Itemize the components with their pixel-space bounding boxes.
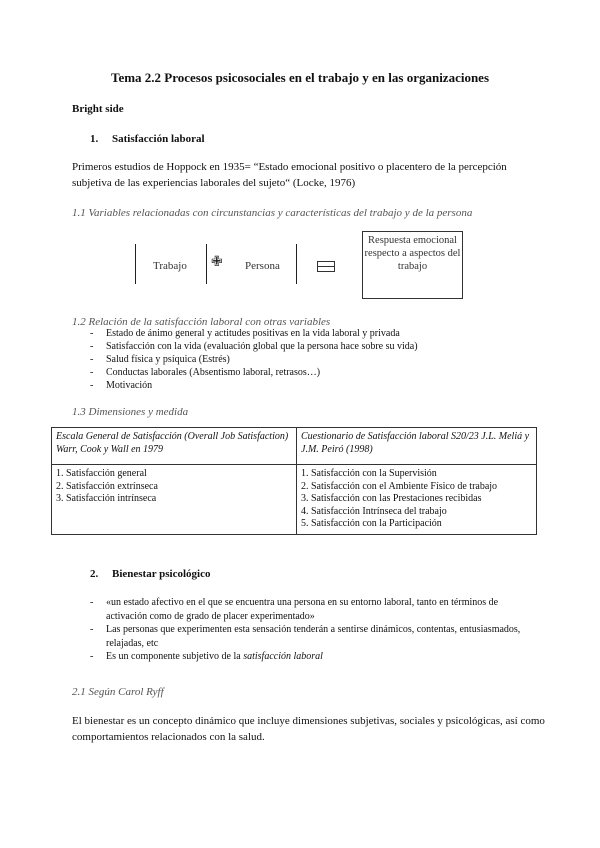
table-cell: 3. Satisfacción intrínseca: [56, 493, 157, 504]
section2-title: Bienestar psicológico: [112, 568, 211, 580]
table-right-body: [297, 465, 537, 535]
list-item-text: Es un componente subjetivo de la: [106, 651, 244, 662]
list-1-2: [72, 327, 552, 392]
subheading-1-3: 1.3 Dimensiones y medida: [72, 406, 189, 418]
list-item: - Salud física y psíquica (Estrés): [72, 353, 552, 366]
table-cell: 2. Satisfacción con el Ambiente Físico de trabajo: [301, 480, 498, 492]
list-2: [72, 596, 522, 664]
diagram-trabajo: Trabajo: [153, 260, 187, 272]
table-cell: 1. Satisfacción general: [56, 468, 147, 479]
table-cell: 4. Satisfacción Intrínseca del trabajo: [301, 505, 447, 517]
subheading-1-1: 1.1 Variables relacionadas con circunstancias y características del trabajo y de la persona: [72, 207, 473, 219]
section1-title: Satisfacción laboral: [112, 133, 205, 145]
plus-icon: ✙: [211, 254, 223, 270]
list-item: - Estado de ánimo general y actitudes positivas en la vida laboral y privada: [72, 327, 552, 340]
equals-icon: [317, 259, 335, 270]
subheading-2-1: 2.1 Según Carol Ryff: [72, 686, 164, 698]
page-title: Tema 2.2 Procesos psicosociales en el trabajo y en las organizaciones: [110, 70, 490, 85]
table-left-head: Escala General de Satisfacción (Overall Job Satisfaction) Warr, Cook y Wall en 1979: [52, 428, 297, 465]
list-item: - Motivación: [72, 379, 552, 392]
section2-heading: [90, 566, 210, 582]
table-right-head: Cuestionario de Satisfacción laboral S20/23 J.L. Meliá y J.M. Peiró (1998): [297, 428, 537, 465]
list-item: [72, 650, 522, 664]
section1-number: 1.: [90, 133, 99, 145]
list-item-emphasis: satisfacción laboral: [243, 651, 323, 662]
section2-paragraph: El bienestar es un concepto dinámico que incluye dimensiones subjetivas, sociales y psicológicas, así como comportamientos relacionados con la salud.: [72, 715, 545, 743]
table-cell: 3. Satisfacción con las Prestaciones recibidas: [301, 493, 482, 504]
table-cell: 2. Satisfacción extrínseca: [56, 480, 158, 492]
list-item: - «un estado afectivo en el que se encuentra una persona en su entorno laboral, tanto en términos de activación como de grado de placer experimentado»: [72, 596, 522, 623]
section2-number: 2.: [90, 568, 99, 580]
bright-side-heading: Bright side: [72, 103, 124, 115]
section1-intro: Primeros estudios de Hoppock en 1935= “Estado emocional positivo o placentero de la percepción subjetiva de las experiencias laborales del sujeto“ (Locke, 1976): [72, 161, 507, 189]
diagram-divider: [135, 244, 136, 284]
table-left-body: [52, 465, 297, 535]
dimensions-table: [51, 427, 537, 535]
diagram-result-box: [362, 231, 463, 299]
table-cell: 5. Satisfacción con la Participación: [301, 518, 442, 529]
list-item: - Conductas laborales (Absentismo laboral, retrasos…): [72, 366, 552, 379]
table-cell: 1. Satisfacción con la Supervisión: [301, 468, 437, 479]
subheading-1-2: 1.2 Relación de la satisfacción laboral con otras variables: [72, 316, 331, 328]
section1-heading: [90, 131, 205, 147]
diagram-persona: Persona: [245, 260, 280, 272]
diagram-divider: [206, 244, 207, 284]
list-item: - Las personas que experimenten esta sensación tenderán a sentirse dinámicos, contentas, entusiasmados, relajadas, etc: [72, 623, 522, 650]
list-item: - Satisfacción con la vida (evaluación global que la persona hace sobre su vida): [72, 340, 552, 353]
diagram-result-text: Respuesta emocional respecto a aspectos del trabajo: [364, 235, 461, 272]
diagram-divider: [296, 244, 297, 284]
